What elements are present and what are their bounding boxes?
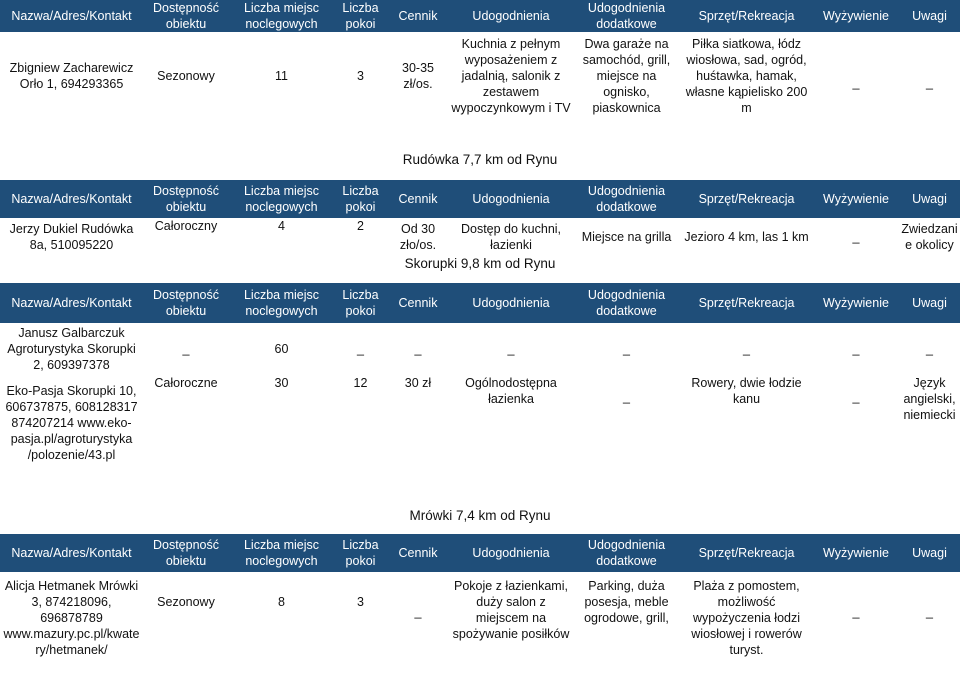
cell-extra: _	[623, 390, 630, 404]
cell-availability: _	[182, 342, 190, 356]
cell-name: Janusz Galbarczuk Agroturystyka Skorupki 2, 609397378	[7, 326, 136, 372]
cell-food: _	[852, 76, 860, 90]
cell-availability: Całoroczne	[154, 376, 218, 390]
header-notes: Uwagi	[899, 0, 960, 32]
table-mrowki	[0, 534, 960, 676]
table-header	[0, 0, 960, 32]
header-rooms: Liczba pokoi	[334, 0, 387, 32]
cell-notes: _	[926, 76, 933, 90]
table-row	[0, 572, 960, 676]
table-row	[0, 218, 960, 256]
table-row	[0, 32, 960, 120]
cell-beds: 30	[274, 376, 289, 390]
header-name: Nazwa/Adres/Kontakt	[0, 534, 143, 572]
header-rooms: Liczba pokoi	[334, 283, 387, 323]
table-row	[0, 323, 960, 375]
cell-beds: 8	[278, 595, 285, 609]
cell-food: _	[852, 230, 860, 244]
section-title-mrowki: Mrówki 7,4 km od Rynu	[409, 508, 551, 523]
cell-availability: Sezonowy	[157, 69, 215, 83]
cell-recreation: Rowery, dwie łodzie kanu	[691, 376, 802, 406]
cell-price: Od 30 zło/os.	[399, 222, 437, 252]
header-name: Nazwa/Adres/Kontakt	[0, 283, 143, 323]
header-price: Cennik	[387, 283, 449, 323]
table-skorupki	[0, 283, 960, 471]
header-name: Nazwa/Adres/Kontakt	[0, 180, 143, 218]
cell-price: 30-35 zł/os.	[402, 61, 434, 91]
header-recreation: Sprzęt/Rekreacja	[680, 180, 813, 218]
header-rooms: Liczba pokoi	[334, 534, 387, 572]
cell-recreation: Jezioro 4 km, las 1 km	[684, 230, 809, 244]
cell-amenities: _	[507, 342, 515, 356]
cell-beds: 4	[278, 219, 285, 233]
cell-name: Alicja Hetmanek Mrówki 3, 874218096, 696878789 www.mazury.pc.pl/kwatery/hetmanek/	[3, 579, 140, 657]
cell-rooms: 3	[357, 69, 364, 83]
header-beds: Liczba miejsc noclegowych	[229, 534, 334, 572]
header-food: Wyżywienie	[813, 0, 899, 32]
cell-food: _	[852, 342, 860, 356]
table-orlo	[0, 0, 960, 120]
header-food: Wyżywienie	[813, 534, 899, 572]
cell-name: Zbigniew Zacharewicz Orło 1, 694293365	[9, 61, 134, 91]
header-amenities: Udogodnienia	[449, 0, 573, 32]
header-extra: Udogodnienia dodatkowe	[573, 180, 680, 218]
cell-beds: 11	[275, 69, 288, 83]
table-header	[0, 534, 960, 572]
cell-rooms: 2	[357, 219, 364, 233]
cell-notes: Język angielski, niemiecki	[903, 376, 956, 422]
cell-food: _	[852, 390, 860, 404]
cell-food: _	[852, 605, 860, 619]
header-recreation: Sprzęt/Rekreacja	[680, 534, 813, 572]
header-price: Cennik	[387, 534, 449, 572]
cell-extra: Miejsce na grilla	[581, 230, 672, 244]
cell-notes: _	[926, 342, 933, 356]
cell-amenities: Kuchnia z pełnym wyposażeniem z jadalnią, salonik z zestawem wypoczynkowym i TV	[451, 37, 571, 115]
cell-availability: Całoroczny	[154, 219, 218, 233]
header-availability: Dostępność obiektu	[143, 180, 229, 218]
header-beds: Liczba miejsc noclegowych	[229, 0, 334, 32]
header-rooms: Liczba pokoi	[334, 180, 387, 218]
table-header	[0, 283, 960, 323]
table-rudowka	[0, 180, 960, 256]
header-notes: Uwagi	[899, 283, 960, 323]
cell-price: _	[414, 605, 422, 619]
header-extra: Udogodnienia dodatkowe	[573, 534, 680, 572]
cell-recreation: Plaża z pomostem, możliwość wypożyczenia łodzi wiosłowej i rowerów turyst.	[691, 579, 802, 657]
header-notes: Uwagi	[899, 534, 960, 572]
header-availability: Dostępność obiektu	[143, 283, 229, 323]
cell-recreation: Piłka siatkowa, łódz wiosłowa, sad, ogród, huśtawka, hamak, własne kąpielisko 200 m	[685, 37, 808, 115]
cell-notes: _	[926, 605, 933, 619]
table-row	[0, 375, 960, 471]
cell-extra: _	[623, 342, 630, 356]
header-price: Cennik	[387, 180, 449, 218]
header-availability: Dostępność obiektu	[143, 534, 229, 572]
cell-extra: Parking, duża posesja, meble ogrodowe, grill,	[584, 579, 669, 625]
section-title-skorupki: Skorupki 9,8 km od Rynu	[404, 256, 556, 271]
cell-recreation: _	[743, 342, 750, 356]
cell-amenities: Ogólnodostępna łazienka	[465, 376, 557, 406]
cell-extra: Dwa garaże na samochód, grill, miejsce na ognisko, piaskownica	[582, 37, 671, 115]
cell-name: Jerzy Dukiel Rudówka 8a, 510095220	[9, 222, 134, 252]
header-notes: Uwagi	[899, 180, 960, 218]
cell-rooms: 12	[353, 376, 368, 390]
cell-beds: 60	[274, 342, 289, 356]
cell-amenities: Pokoje z łazienkami, duży salon z miejscem na spożywanie posiłków	[452, 579, 570, 641]
cell-name: Eko-Pasja Skorupki 10, 606737875, 608128317 874207214 www.eko-pasja.pl/agroturystyka /polozenie/43.pl	[5, 384, 138, 462]
header-extra: Udogodnienia dodatkowe	[573, 283, 680, 323]
header-availability: Dostępność obiektu	[143, 0, 229, 32]
header-amenities: Udogodnienia	[449, 283, 573, 323]
cell-availability: Sezonowy	[157, 595, 215, 609]
header-recreation: Sprzęt/Rekreacja	[680, 0, 813, 32]
cell-notes: Zwiedzanie okolicy	[901, 222, 958, 252]
section-title-rudowka: Rudówka 7,7 km od Rynu	[402, 152, 558, 167]
header-food: Wyżywienie	[813, 180, 899, 218]
header-price: Cennik	[387, 0, 449, 32]
header-recreation: Sprzęt/Rekreacja	[680, 283, 813, 323]
header-food: Wyżywienie	[813, 283, 899, 323]
header-name: Nazwa/Adres/Kontakt	[0, 0, 143, 32]
header-beds: Liczba miejsc noclegowych	[229, 180, 334, 218]
header-beds: Liczba miejsc noclegowych	[229, 283, 334, 323]
header-amenities: Udogodnienia	[449, 180, 573, 218]
cell-rooms: _	[357, 342, 364, 356]
table-header	[0, 180, 960, 218]
header-amenities: Udogodnienia	[449, 534, 573, 572]
header-extra: Udogodnienia dodatkowe	[573, 0, 680, 32]
cell-amenities: Dostęp do kuchni, łazienki	[460, 222, 562, 252]
cell-price: _	[414, 342, 422, 356]
cell-price: 30 zł	[404, 376, 432, 390]
cell-rooms: 3	[357, 595, 364, 609]
